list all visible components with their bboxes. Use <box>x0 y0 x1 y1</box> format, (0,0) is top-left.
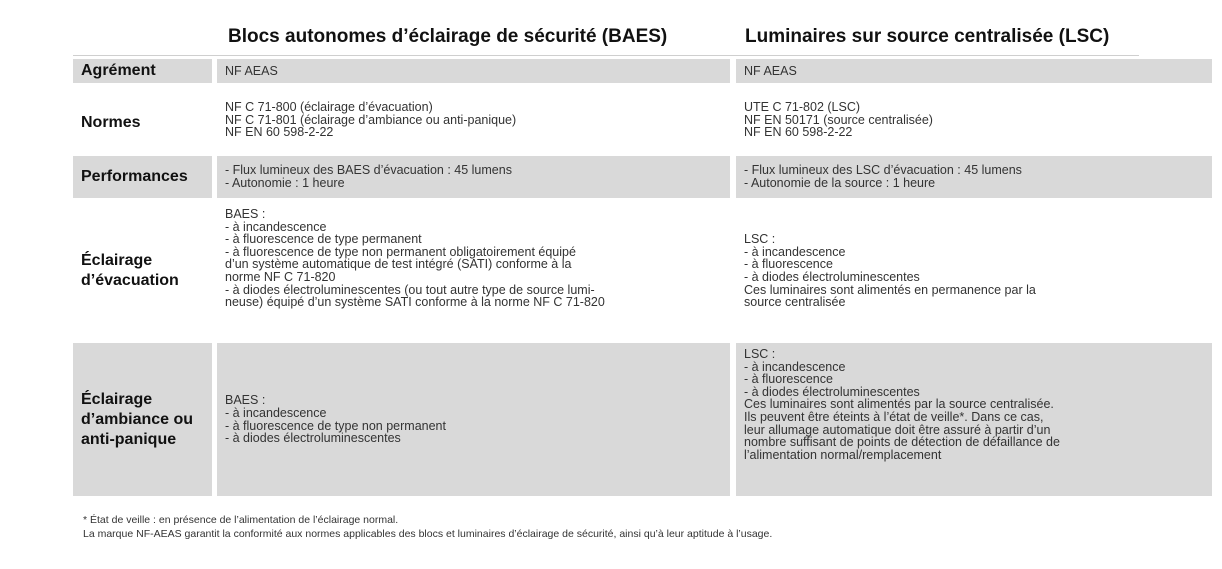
footnote-veille: * État de veille : en présence de l’alimentation de l’éclairage normal. <box>83 514 399 526</box>
cell-line: NF EN 60 598-2-22 <box>744 125 853 140</box>
cell-line: Ils peuvent être éteints à l’état de veille*. Dans ce cas, <box>744 409 1044 424</box>
cell-line: - à fluorescence <box>744 372 833 387</box>
cell-line: - à incandescence <box>744 359 846 374</box>
cell-line: - à fluorescence de type non permanent <box>225 418 446 433</box>
cell-line: l’alimentation normal/remplacement <box>744 447 942 462</box>
row-label: Éclairage d’ambiance ou anti-panique <box>73 343 212 496</box>
cell-line: - à fluorescence de type non permanent obligatoirement équipé <box>225 244 576 259</box>
column-header-lsc: Luminaires sur source centralisée (LSC) <box>745 26 1110 47</box>
cell-line: - à diodes électroluminescentes <box>744 384 920 399</box>
cell-line: Ces luminaires sont alimentés par la source centralisée. <box>744 397 1054 412</box>
row-label: Éclairage d’évacuation <box>81 252 179 289</box>
cell-baes <box>217 95 730 151</box>
row-label: Agrément <box>73 59 212 83</box>
cell-line: Ces luminaires sont alimentés en permanence par la <box>744 282 1036 297</box>
cell-line: norme NF C 71-820 <box>225 269 336 284</box>
cell-line: - à fluorescence de type permanent <box>225 232 422 247</box>
cell-line: UTE C 71-802 (LSC) <box>744 100 861 114</box>
footnotes <box>83 513 772 541</box>
cell-line: nombre suffisant de points de détection de défaillance de <box>744 435 1060 450</box>
cell-line: - à incandescence <box>225 219 327 234</box>
cell-line: - à incandescence <box>225 405 327 420</box>
cell-baes <box>217 343 730 496</box>
table-row-performances <box>73 156 1139 198</box>
cell-lsc <box>736 95 1212 151</box>
cell-line: LSC : <box>744 347 776 361</box>
cell-line: - Flux lumineux des BAES d’évacuation : 45 lumens <box>225 163 512 178</box>
cell-line: LSC : <box>744 232 776 247</box>
table-row-eclairage-evacuation <box>73 203 1139 339</box>
cell-line: - à diodes électroluminescentes <box>744 270 920 284</box>
cell-line: d’un système automatique de test intégré (SATI) conforme à la <box>225 257 572 272</box>
cell-baes <box>217 203 730 339</box>
footnote-marque: La marque NF-AEAS garantit la conformité aux normes applicables des blocs et luminaires d’éclairage de sécurité, ainsi qu’à leur aptitude à l’usage. <box>83 528 773 540</box>
cell-lsc <box>736 203 1212 339</box>
column-header-baes: Blocs autonomes d’éclairage de sécurité (BAES) <box>228 26 668 47</box>
cell-lsc <box>736 59 1212 83</box>
cell-line: - Autonomie de la source : 1 heure <box>744 176 936 190</box>
cell-lsc <box>736 343 1212 496</box>
cell-lsc <box>736 156 1212 198</box>
cell-line: - à fluorescence <box>744 257 833 272</box>
table-row-normes <box>73 95 1139 151</box>
table-row-eclairage-ambiance <box>73 343 1139 496</box>
cell-baes <box>217 156 730 198</box>
row-label: Normes <box>81 114 141 131</box>
cell-line: - Autonomie : 1 heure <box>225 176 345 190</box>
cell-line: leur allumage automatique doit être assuré à partir d’un <box>744 422 1051 437</box>
row-label: Performances <box>73 156 212 198</box>
cell-line: NF EN 50171 (source centralisée) <box>744 112 933 127</box>
cell-line: - à incandescence <box>744 244 846 259</box>
cell-line: BAES : <box>225 207 266 221</box>
cell-line: - à diodes électroluminescentes (ou tout autre type de source lumi- <box>225 282 595 297</box>
table-row-agrement <box>73 59 1139 83</box>
cell-line: NF EN 60 598-2-22 <box>225 125 334 140</box>
cell-line: BAES : <box>225 393 266 408</box>
cell-line: NF C 71-800 (éclairage d’évacuation) <box>225 100 433 114</box>
header-divider <box>73 55 1139 56</box>
cell-line: - à diodes électroluminescentes <box>225 431 401 446</box>
cell-line: source centralisée <box>744 295 846 310</box>
cell-line: NF C 71-801 (éclairage d’ambiance ou anti-panique) <box>225 112 517 127</box>
cell-line: NF AEAS <box>744 63 797 78</box>
cell-line: NF AEAS <box>225 63 278 78</box>
cell-line: neuse) équipé d’un système SATI conforme à la norme NF C 71-820 <box>225 295 605 310</box>
cell-baes <box>217 59 730 83</box>
cell-line: - Flux lumineux des LSC d’évacuation : 45 lumens <box>744 163 1022 178</box>
